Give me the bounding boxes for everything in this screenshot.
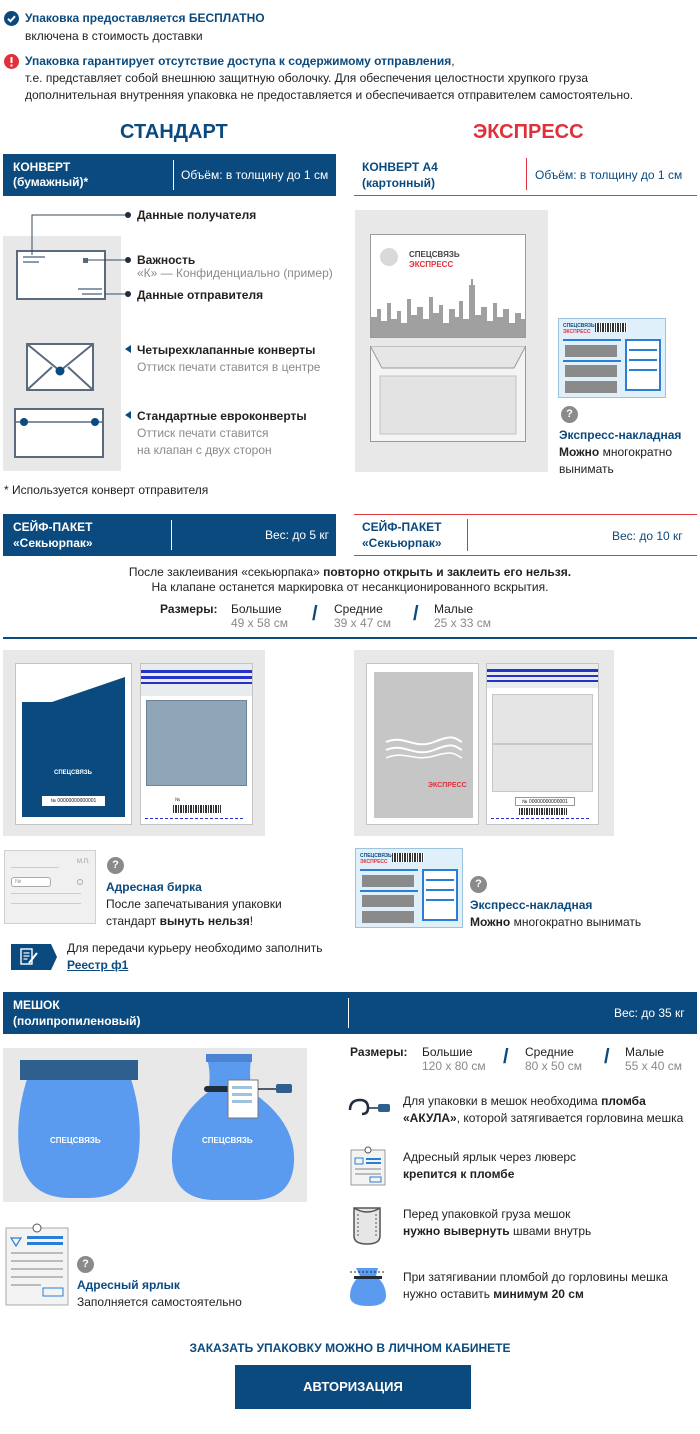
address-tag-note-2a: стандарт bbox=[106, 914, 160, 928]
express-waybill-card bbox=[558, 318, 666, 398]
tip3-l2a: нужно вывернуть bbox=[403, 1224, 510, 1238]
size-separator: / bbox=[604, 1046, 610, 1068]
tip4-a: При затягивании пломбой до горловины мешка bbox=[403, 1270, 668, 1284]
order-packaging-text: ЗАКАЗАТЬ УПАКОВКУ МОЖНО В ЛИЧНОМ КАБИНЕТЕ bbox=[189, 1341, 511, 1355]
waybill2-brand: СПЕЦСВЯЗЬ bbox=[360, 853, 392, 859]
address-label-note: Заполняется самостоятельно bbox=[77, 1295, 242, 1309]
bag-size-medium-value: 80 х 50 см bbox=[525, 1059, 582, 1073]
waybill2-title: Экспресс-накладная bbox=[470, 898, 593, 912]
bag-size-small-value: 55 х 40 см bbox=[625, 1059, 682, 1073]
safepack-standard-back bbox=[140, 663, 253, 825]
tip3-l2b: швами внутрь bbox=[509, 1224, 592, 1238]
envelope-standard-title-1: КОНВЕРТ bbox=[13, 160, 71, 174]
address-tag-note-1: После запечатывания упаковки bbox=[106, 897, 282, 911]
bag-title-1: МЕШОК bbox=[13, 998, 60, 1012]
tip1-l2a: «АКУЛА» bbox=[403, 1111, 457, 1125]
tip4-l2a: нужно оставить bbox=[403, 1287, 494, 1301]
tip1-b: пломба bbox=[601, 1094, 646, 1108]
size-separator: / bbox=[312, 603, 318, 625]
euro-title: Стандартные евроконверты bbox=[137, 409, 307, 423]
waybill2-can: Можно bbox=[470, 915, 511, 929]
bag-size-small-name: Малые bbox=[625, 1045, 665, 1059]
fourflap-note: Оттиск печати ставится в центре bbox=[137, 360, 321, 374]
safepack-express-brand: ЭКСПРЕСС bbox=[428, 782, 467, 789]
a4-envelope-back bbox=[370, 346, 526, 442]
safepack-standard-title-1: СЕЙФ-ПАКЕТ bbox=[13, 520, 93, 534]
warning-comma: , bbox=[451, 54, 455, 68]
waybill-rest-1: многократно bbox=[599, 445, 673, 459]
euro-note-1: Оттиск печати ставится bbox=[137, 426, 269, 440]
waybill2-rest: многократно вынимать bbox=[510, 915, 642, 929]
warning-body-2: дополнительная внутренняя упаковка не предоставляется и обеспечивается отправителем самостоятельно. bbox=[25, 88, 634, 102]
importance-bullet bbox=[125, 257, 131, 263]
safepack-sizes-label: Размеры: bbox=[160, 602, 218, 616]
tag-mp: М.П. bbox=[77, 859, 90, 865]
seal-icon bbox=[348, 1092, 392, 1122]
safepack-info-line1-a: После заклеивания «секьюрпака» bbox=[128, 565, 324, 579]
euro-pointer bbox=[125, 411, 131, 419]
safepack-express-back bbox=[486, 663, 599, 825]
waybill-brand-2: ЭКСПРЕСС bbox=[563, 329, 591, 335]
bag-icon bbox=[348, 1266, 388, 1308]
express-waybill-card-2 bbox=[355, 848, 463, 928]
express-waybill-title: Экспресс-накладная bbox=[559, 428, 682, 442]
fourflap-envelope-image bbox=[26, 343, 96, 393]
address-label-image bbox=[5, 1222, 69, 1306]
importance-note: «К» — Конфиденциально (пример) bbox=[137, 266, 333, 280]
safepack-info-line1-b: повторно открыть и заклеить его нельзя. bbox=[323, 565, 572, 579]
city-skyline-image bbox=[371, 279, 526, 338]
safepack-size-small-name: Малые bbox=[434, 602, 474, 616]
safepack-size-small-value: 25 х 33 см bbox=[434, 616, 491, 630]
envelope-standard-title-2: (бумажный)* bbox=[13, 175, 89, 189]
a4-brand-1: СПЕЦСВЯЗЬ bbox=[409, 250, 460, 259]
bag-inside-out-icon bbox=[350, 1204, 384, 1246]
warning-title: Упаковка гарантирует отсутствие доступа к содержимому отправления bbox=[25, 54, 452, 68]
importance-label: Важность bbox=[137, 253, 196, 267]
recipient-bullet bbox=[125, 212, 131, 218]
tip2-l2a: крепится к пломбе bbox=[403, 1167, 515, 1181]
bag-size-large-name: Большие bbox=[422, 1045, 473, 1059]
euro-envelope-image bbox=[14, 408, 106, 460]
a4-envelope-front bbox=[370, 234, 526, 338]
tip1-a: Для упаковки в мешок необходима bbox=[403, 1094, 602, 1108]
envelope-footnote: * Используется конверт отправителя bbox=[4, 483, 209, 497]
address-label-title: Адресный ярлык bbox=[77, 1278, 180, 1292]
fourflap-title: Четырехклапанные конверты bbox=[137, 343, 316, 357]
wave-pattern bbox=[384, 734, 464, 762]
tip3-a: Перед упаковкой груза мешок bbox=[403, 1207, 571, 1221]
size-separator: / bbox=[503, 1046, 509, 1068]
section-divider bbox=[3, 637, 697, 639]
safepack-express-title-2: «Секьюрпак» bbox=[362, 536, 442, 550]
tip2-a: Адресный ярлык через люверс bbox=[403, 1150, 577, 1164]
sender-label: Данные отправителя bbox=[137, 288, 264, 302]
envelope-express-header bbox=[354, 154, 697, 196]
size-separator: / bbox=[413, 603, 419, 625]
tip4-l2b: минимум 20 см bbox=[493, 1287, 584, 1301]
bag-open-image bbox=[14, 1058, 144, 1204]
recipient-label: Данные получателя bbox=[137, 208, 257, 222]
free-sub: включена в стоимость доставки bbox=[25, 29, 203, 43]
address-tag-image bbox=[4, 850, 96, 924]
bag-header bbox=[3, 992, 697, 1034]
bag-sizes-label: Размеры: bbox=[350, 1045, 408, 1059]
envelope-callout-lines bbox=[25, 210, 135, 300]
help-icon[interactable]: ? bbox=[77, 1256, 94, 1273]
bag-brand: СПЕЦСВЯЗЬ bbox=[202, 1136, 253, 1145]
safepack-express-spec: Вес: до 10 кг bbox=[612, 529, 683, 543]
tag-icon bbox=[350, 1146, 386, 1186]
envelope-express-spec: Объём: в толщину до 1 см bbox=[535, 168, 683, 182]
safepack-standard-front bbox=[15, 663, 132, 825]
address-tag-note-2b: вынуть нельзя bbox=[159, 914, 250, 928]
waybill2-brand-2: ЭКСПРЕСС bbox=[360, 859, 388, 865]
safepack-standard-spec: Вес: до 5 кг bbox=[265, 528, 329, 542]
safepack-express-header bbox=[354, 514, 697, 556]
sender-bullet bbox=[125, 291, 131, 297]
safepack-size-large-value: 49 х 58 см bbox=[231, 616, 288, 630]
tag-no: № bbox=[11, 877, 51, 887]
warning-icon bbox=[4, 54, 19, 69]
free-title: Упаковка предоставляется БЕСПЛАТНО bbox=[25, 11, 265, 25]
bag-brand: СПЕЦСВЯЗЬ bbox=[50, 1136, 101, 1145]
help-icon[interactable]: ? bbox=[107, 857, 124, 874]
safepack-brand: СПЕЦСВЯЗЬ bbox=[54, 770, 92, 776]
address-tag-title: Адресная бирка bbox=[106, 880, 202, 894]
help-icon[interactable]: ? bbox=[561, 406, 578, 423]
safepack-express-title-1: СЕЙФ-ПАКЕТ bbox=[362, 520, 442, 534]
safepack-back-no: № bbox=[175, 797, 181, 803]
bag-tied-icon bbox=[168, 1052, 300, 1204]
safepack-size-large-name: Большие bbox=[231, 602, 282, 616]
envelope-standard-spec: Объём: в толщину до 1 см bbox=[181, 168, 329, 182]
courier-text: Для передачи курьеру необходимо заполнить bbox=[67, 941, 323, 955]
bag-size-large-value: 120 х 80 см bbox=[422, 1059, 486, 1073]
safepack-standard-title-2: «Секьюрпак» bbox=[13, 536, 93, 550]
waybill-brand: СПЕЦСВЯЗЬ bbox=[563, 323, 595, 329]
standard-heading: СТАНДАРТ bbox=[120, 121, 228, 143]
bag-spec: Вес: до 35 кг bbox=[614, 1006, 685, 1020]
waybill-can: Можно bbox=[559, 445, 600, 459]
envelope-standard-header bbox=[3, 154, 336, 196]
warning-body-1: т.е. представляет собой внешнюю защитную оболочку. Для обеспечения целостности хрупкого груза bbox=[25, 71, 589, 85]
safepack-standard-header bbox=[3, 514, 336, 556]
safepack-express-front bbox=[366, 663, 479, 825]
safepack-number: № 00000000000001 bbox=[42, 796, 105, 806]
safepack-size-medium-name: Средние bbox=[334, 602, 383, 616]
euro-note-2: на клапан с двух сторон bbox=[137, 443, 272, 457]
a4-brand-2: ЭКСПРЕСС bbox=[409, 260, 454, 269]
express-heading: ЭКСПРЕСС bbox=[473, 121, 584, 143]
bag-title-2: (полипропиленовый) bbox=[13, 1014, 141, 1028]
safepack-size-medium-value: 39 х 47 см bbox=[334, 616, 391, 630]
bag-size-medium-name: Средние bbox=[525, 1045, 574, 1059]
help-icon[interactable]: ? bbox=[470, 876, 487, 893]
safepack-info-line2: На клапане останется маркировка от несанкционированного вскрытия. bbox=[151, 580, 549, 594]
envelope-express-title-2: (картонный) bbox=[362, 176, 436, 190]
waybill-rest-2: вынимать bbox=[559, 462, 614, 476]
envelope-express-title-1: КОНВЕРТ А4 bbox=[362, 160, 438, 174]
tip1-l2b: , которой затягивается горловина мешка bbox=[456, 1111, 684, 1125]
check-circle-icon bbox=[4, 11, 19, 26]
safepack-express-number: № 00000000000001 bbox=[515, 797, 575, 806]
address-tag-note-2c: ! bbox=[249, 914, 254, 928]
registry-f1-link[interactable]: Реестр ф1 bbox=[67, 958, 129, 972]
authorization-button[interactable]: АВТОРИЗАЦИЯ bbox=[235, 1365, 471, 1409]
document-edit-icon bbox=[11, 944, 59, 970]
fourflap-pointer bbox=[125, 345, 131, 353]
